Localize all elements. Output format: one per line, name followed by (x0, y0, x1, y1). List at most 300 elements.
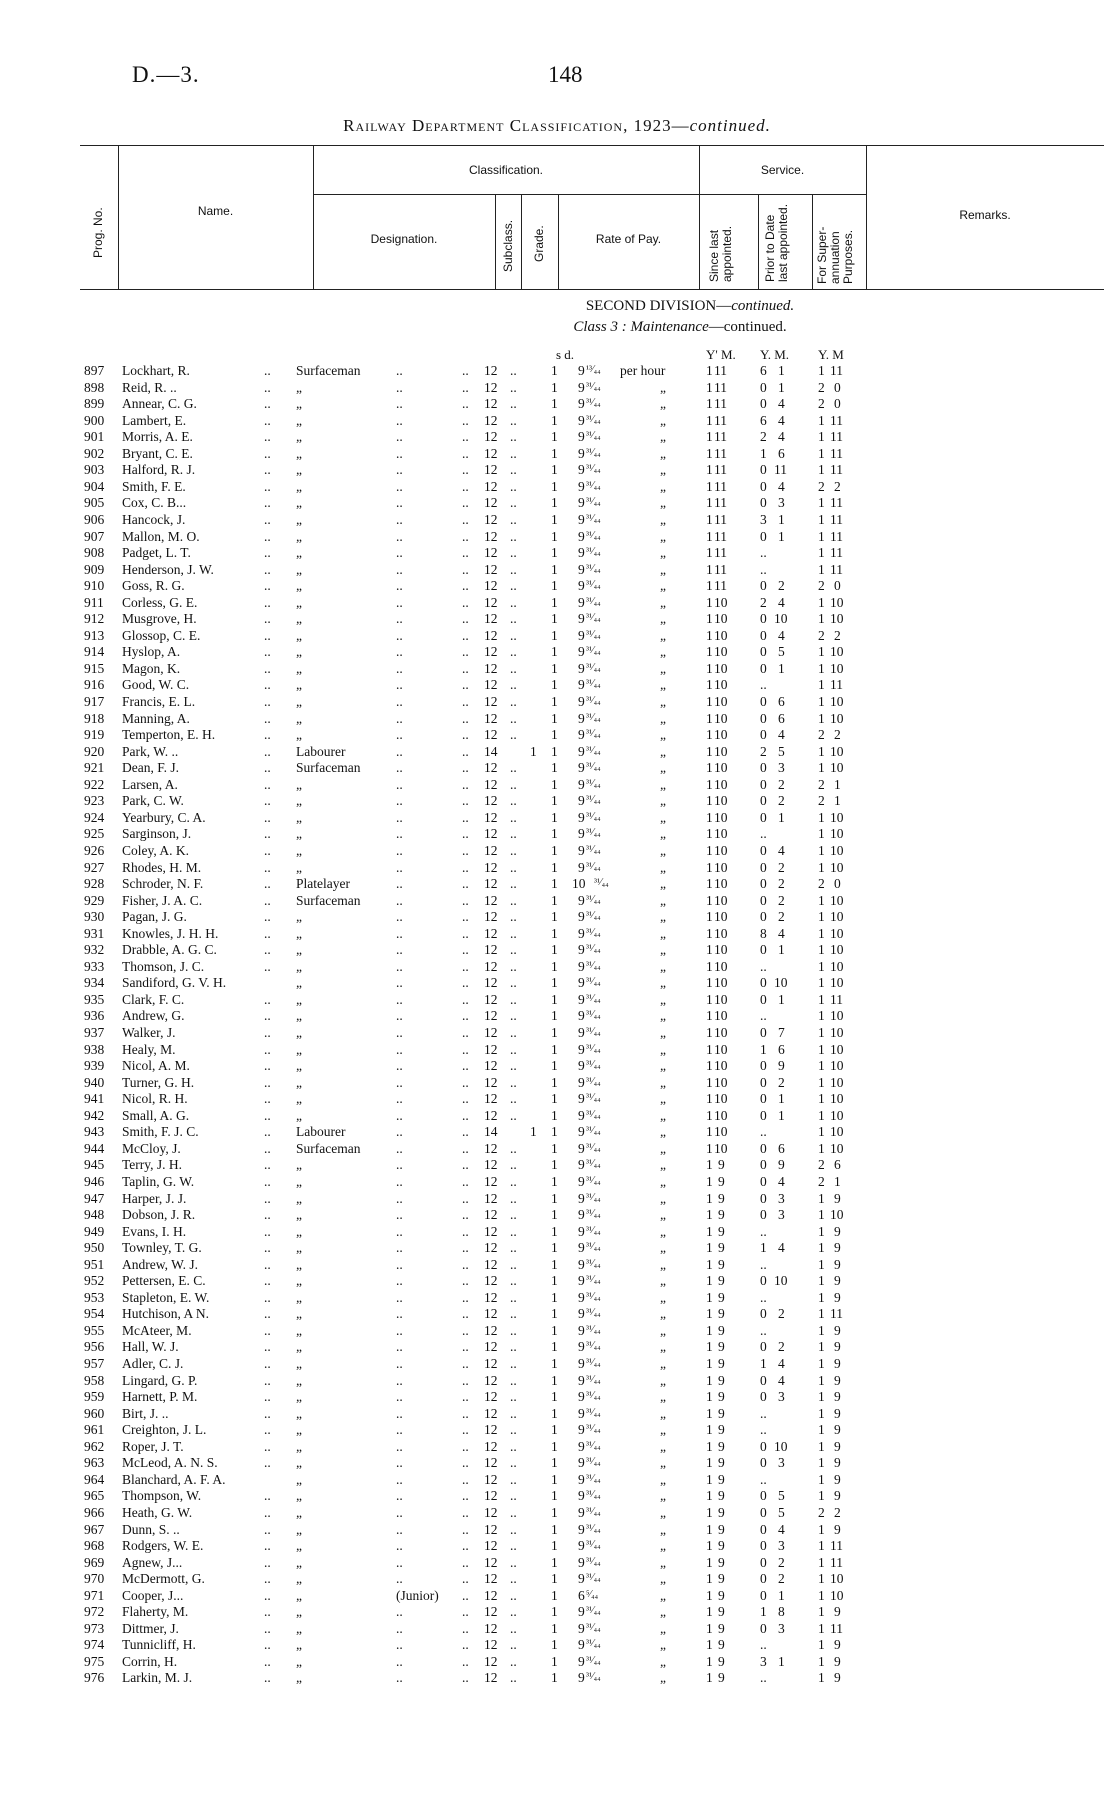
cell-prior-years: 0 (760, 892, 767, 908)
cell-leader: .. (462, 1273, 469, 1289)
cell-prog-no: 897 (84, 363, 105, 378)
table-row (0, 1108, 1114, 1125)
cell-rate-unit: per hour (620, 363, 666, 378)
cell-leader: .. (510, 826, 517, 842)
table-row (0, 909, 1114, 926)
cell-rate-pence: 9 (578, 1604, 585, 1620)
cell-leader: .. (396, 1025, 403, 1040)
cell-leader: .. (264, 1008, 271, 1024)
cell-prior-years: .. (760, 958, 767, 974)
cell-leader: .. (264, 1504, 271, 1520)
cell-leader: .. (264, 627, 271, 643)
cell-since-years: 1 (706, 1322, 713, 1338)
cell-since-years: 1 (706, 478, 713, 494)
cell-name: Nicol, A. M. (122, 1058, 190, 1074)
cell-rate-unit: „ (660, 1604, 666, 1620)
cell-prior-years: 1 (760, 1604, 767, 1620)
cell-name: Cooper, J... (122, 1587, 184, 1603)
cell-super-months: 9 (834, 1339, 841, 1355)
cell-super-years: 1 (818, 1538, 825, 1554)
cell-leader: .. (396, 942, 403, 958)
cell-leader: .. (462, 826, 469, 842)
cell-leader: .. (264, 1240, 271, 1256)
cell-leader: .. (510, 1273, 517, 1289)
cell-super-years: 2 (818, 793, 825, 809)
cell-rate-fraction: ³¹⁄₄₄ (586, 943, 601, 955)
cell-leader: .. (264, 892, 271, 908)
cell-grade: 1 (551, 1471, 558, 1487)
cell-rate-unit: „ (660, 1620, 666, 1636)
cell-prog-no: 899 (84, 396, 105, 412)
cell-since-years: 1 (706, 1521, 713, 1537)
cell-since-years: 1 (706, 892, 713, 908)
cell-rate-fraction: ³¹⁄₄₄ (586, 1621, 601, 1633)
cell-leader: .. (462, 694, 469, 709)
cell-super-years: 1 (818, 429, 825, 445)
cell-rate-fraction: ³¹⁄₄₄ (586, 446, 601, 458)
cell-designation: „ (296, 495, 302, 511)
cell-leader: .. (510, 1107, 517, 1123)
cell-since-months: 10 (714, 958, 728, 974)
cell-rate-pence: 9 (578, 1405, 585, 1421)
cell-leader: .. (462, 1571, 469, 1587)
cell-designation: „ (296, 578, 302, 594)
cell-prior-years: .. (760, 1405, 767, 1421)
cell-since-months: 9 (718, 1190, 725, 1206)
cell-since-years: 1 (706, 462, 713, 478)
cell-since-months: 9 (718, 1604, 725, 1620)
cell-designation: „ (296, 1405, 302, 1421)
cell-since-years: 1 (706, 396, 713, 412)
table-row (0, 727, 1114, 744)
cell-leader: .. (396, 1256, 403, 1272)
cell-super-months: 9 (834, 1356, 841, 1371)
cell-since-years: 1 (706, 1273, 713, 1289)
cell-since-years: 1 (706, 1306, 713, 1322)
cell-prior-months: 4 (778, 1356, 785, 1371)
table-row (0, 413, 1114, 430)
cell-grade: 1 (551, 760, 558, 776)
cell-super-years: 1 (818, 826, 825, 842)
cell-class: 12 (484, 660, 498, 676)
cell-name: Small, A. G. (122, 1107, 190, 1123)
cell-leader: .. (510, 1504, 517, 1520)
table-row (0, 810, 1114, 827)
cell-since-months: 9 (718, 1173, 725, 1189)
cell-rate-fraction: ¹³⁄₄₄ (586, 364, 601, 375)
cell-name: Park, C. W. (122, 793, 184, 809)
cell-leader: .. (264, 1372, 271, 1388)
cell-rate-fraction: ³¹⁄₄₄ (586, 1307, 601, 1319)
cell-rate-fraction: ³¹⁄₄₄ (586, 1671, 601, 1683)
cell-since-months: 11 (714, 429, 727, 445)
cell-class: 12 (484, 1256, 498, 1272)
cell-prog-no: 936 (84, 1008, 105, 1024)
cell-since-months: 9 (718, 1504, 725, 1520)
cell-prior-years: 0 (760, 644, 767, 660)
cell-class: 12 (484, 511, 498, 527)
cell-since-years: 1 (706, 1488, 713, 1504)
cell-leader: .. (510, 859, 517, 875)
cell-prior-months: 1 (778, 942, 785, 958)
cell-rate-pence: 9 (578, 1008, 585, 1024)
cell-leader: (Junior) (396, 1587, 439, 1603)
cell-leader: .. (396, 826, 403, 842)
cell-rate-fraction: ³¹⁄₄₄ (594, 877, 609, 889)
cell-leader: .. (264, 445, 271, 461)
cell-prog-no: 933 (84, 958, 105, 974)
cell-rate-unit: „ (660, 1058, 666, 1074)
cell-since-months: 9 (718, 1620, 725, 1636)
cell-prog-no: 915 (84, 660, 105, 676)
cell-prior-months: 2 (778, 776, 785, 792)
cell-leader: .. (510, 412, 517, 428)
cell-leader: .. (462, 842, 469, 858)
cell-name: Terry, J. H. (122, 1157, 183, 1173)
cell-leader: .. (462, 462, 469, 478)
cell-leader: .. (510, 1306, 517, 1322)
cell-name: Hancock, J. (122, 511, 186, 527)
cell-since-months: 10 (714, 842, 728, 858)
cell-leader: .. (510, 1190, 517, 1206)
cell-prior-years: 1 (760, 445, 767, 461)
cell-grade: 1 (551, 1604, 558, 1620)
cell-prior-months: 11 (774, 462, 787, 478)
cell-prior-months: 4 (778, 1372, 785, 1388)
cell-prior-months: 2 (778, 1339, 785, 1355)
cell-class: 12 (484, 396, 498, 412)
cell-grade: 1 (551, 1405, 558, 1421)
cell-prog-no: 921 (84, 760, 105, 776)
cell-designation: „ (296, 958, 302, 974)
cell-rate-fraction: ³¹⁄₄₄ (586, 1208, 601, 1220)
cell-prog-no: 900 (84, 412, 105, 428)
cell-rate-fraction: ³¹⁄₄₄ (586, 1274, 601, 1286)
cell-rate-pence: 9 (578, 445, 585, 461)
cell-class: 12 (484, 1504, 498, 1520)
cell-prog-no: 905 (84, 495, 105, 511)
cell-prog-no: 976 (84, 1670, 105, 1686)
cell-leader: .. (396, 793, 403, 809)
cell-prior-years: .. (760, 1422, 767, 1438)
cell-rate-unit: „ (660, 462, 666, 478)
cell-leader: .. (510, 727, 517, 743)
cell-leader: .. (462, 644, 469, 660)
cell-rate-unit: „ (660, 776, 666, 792)
cell-since-months: 9 (718, 1653, 725, 1669)
cell-leader: .. (462, 1587, 469, 1603)
cell-grade: 1 (551, 958, 558, 974)
cell-leader: .. (396, 727, 403, 743)
cell-grade: 1 (551, 942, 558, 958)
cell-name: McCloy, J. (122, 1140, 181, 1156)
cell-leader: .. (396, 594, 403, 610)
cell-prog-no: 954 (84, 1306, 105, 1322)
cell-since-years: 1 (706, 627, 713, 643)
cell-name: Thompson, W. (122, 1488, 202, 1504)
cell-rate-unit: „ (660, 1504, 666, 1520)
cell-super-years: 1 (818, 412, 825, 428)
cell-rate-unit: „ (660, 1173, 666, 1189)
cell-rate-unit: „ (660, 644, 666, 660)
cell-class: 12 (484, 578, 498, 594)
cell-name: Dobson, J. R. (122, 1207, 196, 1223)
cell-since-years: 1 (706, 1124, 713, 1140)
cell-since-months: 10 (714, 627, 728, 643)
cell-designation: „ (296, 429, 302, 445)
cell-prior-years: 0 (760, 660, 767, 676)
cell-leader: .. (396, 545, 403, 561)
table-row (0, 529, 1114, 546)
cell-prior-years: 0 (760, 1571, 767, 1587)
cell-leader: .. (264, 677, 271, 693)
cell-since-months: 9 (718, 1306, 725, 1322)
cell-leader: .. (264, 842, 271, 858)
cell-super-years: 1 (818, 1356, 825, 1371)
cell-super-months: 1 (834, 793, 841, 809)
cell-leader: .. (396, 925, 403, 941)
cell-designation: „ (296, 1471, 302, 1487)
table-row (0, 396, 1114, 413)
cell-leader: .. (264, 958, 271, 974)
cell-leader: .. (462, 1670, 469, 1686)
cell-leader: .. (462, 528, 469, 544)
cell-class: 12 (484, 1289, 498, 1305)
cell-leader: .. (462, 429, 469, 445)
cell-rate-unit: „ (660, 859, 666, 875)
cell-grade: 1 (551, 1389, 558, 1405)
cell-leader: .. (510, 511, 517, 527)
cell-super-months: 10 (830, 1074, 844, 1090)
cell-grade: 1 (551, 1488, 558, 1504)
cell-rate-unit: „ (660, 611, 666, 627)
cell-since-months: 10 (714, 975, 728, 991)
cell-leader: .. (396, 1620, 403, 1636)
cell-class: 12 (484, 1422, 498, 1438)
cell-since-years: 1 (706, 1223, 713, 1239)
cell-since-years: 1 (706, 1571, 713, 1587)
cell-prior-months: 3 (778, 1455, 785, 1471)
cell-super-years: 1 (818, 611, 825, 627)
cell-since-months: 11 (714, 561, 727, 577)
cell-leader: .. (462, 1025, 469, 1040)
cell-class: 12 (484, 611, 498, 627)
cell-name: Sarginson, J. (122, 826, 192, 842)
cell-rate-pence: 9 (578, 809, 585, 825)
cell-super-years: 1 (818, 1124, 825, 1140)
cell-leader: .. (462, 1339, 469, 1355)
cell-leader: .. (264, 644, 271, 660)
cell-leader: .. (510, 991, 517, 1007)
cell-rate-pence: 9 (578, 925, 585, 941)
cell-prog-no: 967 (84, 1521, 105, 1537)
cell-prog-no: 918 (84, 710, 105, 726)
page-number: 148 (548, 62, 583, 87)
cell-rate-unit: „ (660, 1405, 666, 1421)
cell-super-months: 11 (830, 1554, 843, 1570)
cell-leader: .. (264, 859, 271, 875)
cell-prog-no: 914 (84, 644, 105, 660)
cell-super-years: 1 (818, 1604, 825, 1620)
cell-super-months: 9 (834, 1653, 841, 1669)
cell-designation: „ (296, 1637, 302, 1653)
cell-super-months: 9 (834, 1372, 841, 1388)
cell-rate-fraction: ³¹⁄₄₄ (586, 1357, 601, 1368)
cell-prior-years: 0 (760, 1190, 767, 1206)
cell-grade: 1 (551, 743, 558, 759)
cell-leader: .. (462, 1422, 469, 1438)
cell-rate-unit: „ (660, 925, 666, 941)
cell-prior-years: 0 (760, 379, 767, 395)
cell-since-months: 10 (714, 727, 728, 743)
section-division: SECOND DIVISION—continued. (585, 298, 795, 314)
table-row (0, 1042, 1114, 1059)
cell-rate-unit: „ (660, 1256, 666, 1272)
cell-name: Sandiford, G. V. H. (122, 975, 227, 991)
cell-since-years: 1 (706, 578, 713, 594)
cell-since-years: 1 (706, 826, 713, 842)
cell-prior-months: 2 (778, 909, 785, 925)
cell-leader: .. (396, 445, 403, 461)
cell-leader: .. (396, 412, 403, 428)
cell-since-years: 1 (706, 511, 713, 527)
cell-leader: .. (396, 1356, 403, 1371)
cell-leader: .. (396, 1273, 403, 1289)
cell-leader: .. (264, 1273, 271, 1289)
cell-leader: .. (510, 1025, 517, 1040)
cell-grade: 1 (551, 627, 558, 643)
cell-rate-pence: 9 (578, 1372, 585, 1388)
cell-super-months: 9 (834, 1637, 841, 1653)
cell-super-months: 10 (830, 842, 844, 858)
cell-leader: .. (264, 1339, 271, 1355)
cell-rate-fraction: ³¹⁄₄₄ (586, 1042, 601, 1054)
cell-super-years: 1 (818, 760, 825, 776)
cell-prog-no: 970 (84, 1571, 105, 1587)
cell-grade: 1 (551, 1240, 558, 1256)
cell-since-months: 9 (718, 1571, 725, 1587)
cell-leader: .. (462, 710, 469, 726)
cell-leader: .. (510, 644, 517, 660)
cell-rate-unit: „ (660, 1670, 666, 1686)
cell-super-months: 10 (830, 1587, 844, 1603)
cell-rate-unit: „ (660, 958, 666, 974)
cell-since-months: 10 (714, 677, 728, 693)
cell-grade: 1 (551, 677, 558, 693)
cell-designation: „ (296, 511, 302, 527)
cell-prior-years: .. (760, 1008, 767, 1024)
cell-leader: .. (396, 611, 403, 627)
cell-leader: .. (462, 1471, 469, 1487)
cell-rate-pence: 9 (578, 1504, 585, 1520)
cell-rate-unit: „ (660, 1157, 666, 1173)
cell-rate-unit: „ (660, 495, 666, 511)
cell-leader: .. (264, 1256, 271, 1272)
cell-prog-no: 910 (84, 578, 105, 594)
cell-since-months: 9 (718, 1240, 725, 1256)
table-row (0, 1157, 1114, 1174)
table-row (0, 562, 1114, 579)
cell-since-months: 9 (718, 1538, 725, 1554)
cell-super-months: 10 (830, 1058, 844, 1074)
table-row (0, 1356, 1114, 1373)
cell-since-years: 1 (706, 1356, 713, 1371)
cell-class: 12 (484, 1620, 498, 1636)
cell-prior-years: 2 (760, 429, 767, 445)
table-row (0, 744, 1114, 761)
cell-leader: .. (396, 1653, 403, 1669)
cell-class: 12 (484, 1587, 498, 1603)
cell-leader: .. (264, 1538, 271, 1554)
table-row (0, 1472, 1114, 1489)
cell-since-months: 11 (714, 445, 727, 461)
table-row (0, 446, 1114, 463)
cell-grade: 1 (551, 478, 558, 494)
cell-rate-pence: 9 (578, 694, 585, 709)
cell-rate-fraction: ³¹⁄₄₄ (586, 1605, 601, 1617)
cell-prior-years: 0 (760, 1074, 767, 1090)
cell-rate-fraction: ³¹⁄₄₄ (586, 562, 601, 574)
cell-name: Hyslop, A. (122, 644, 181, 660)
cell-rate-pence: 9 (578, 842, 585, 858)
cell-name: Mallon, M. O. (122, 528, 200, 544)
cell-prior-months: 2 (778, 578, 785, 594)
cell-rate-fraction: ³¹⁄₄₄ (586, 1141, 601, 1153)
cell-rate-pence: 9 (578, 710, 585, 726)
cell-prog-no: 969 (84, 1554, 105, 1570)
cell-since-years: 1 (706, 1256, 713, 1272)
cell-class: 12 (484, 776, 498, 792)
cell-leader: .. (462, 1223, 469, 1239)
cell-grade: 1 (551, 975, 558, 991)
cell-prior-years: 0 (760, 1273, 767, 1289)
cell-super-years: 1 (818, 1223, 825, 1239)
cell-since-years: 1 (706, 1620, 713, 1636)
cell-super-months: 9 (834, 1322, 841, 1338)
cell-rate-pence: 9 (578, 561, 585, 577)
cell-rate-fraction: ³¹⁄₄₄ (586, 1323, 601, 1335)
cell-prior-months: 2 (778, 1571, 785, 1587)
cell-prior-years: 3 (760, 511, 767, 527)
cell-name: Adler, C. J. (122, 1356, 184, 1371)
cell-rate-fraction: ³¹⁄₄₄ (586, 645, 601, 657)
cell-rate-pence: 9 (578, 958, 585, 974)
cell-rate-unit: „ (660, 975, 666, 991)
cell-since-months: 11 (714, 578, 727, 594)
cell-rate-fraction: ³¹⁄₄₄ (586, 1505, 601, 1517)
cell-prog-no: 904 (84, 478, 105, 494)
cell-rate-unit: „ (660, 1554, 666, 1570)
cell-prog-no: 908 (84, 545, 105, 561)
cell-since-years: 1 (706, 412, 713, 428)
cell-super-months: 9 (834, 1405, 841, 1421)
cell-super-years: 1 (818, 1455, 825, 1471)
cell-rate-fraction: ³¹⁄₄₄ (586, 1191, 601, 1203)
cell-rate-unit: „ (660, 1223, 666, 1239)
cell-prog-no: 931 (84, 925, 105, 941)
cell-leader: .. (462, 660, 469, 676)
cell-rate-fraction: ³¹⁄₄₄ (586, 1654, 601, 1666)
cell-designation: „ (296, 1240, 302, 1256)
cell-grade: 1 (551, 776, 558, 792)
cell-prior-months: 3 (778, 1389, 785, 1405)
table-row (0, 1207, 1114, 1224)
cell-grade: 1 (551, 660, 558, 676)
cell-rate-unit: „ (660, 710, 666, 726)
cell-prior-years: 3 (760, 1653, 767, 1669)
cell-grade: 1 (551, 710, 558, 726)
cell-prior-years: 8 (760, 925, 767, 941)
